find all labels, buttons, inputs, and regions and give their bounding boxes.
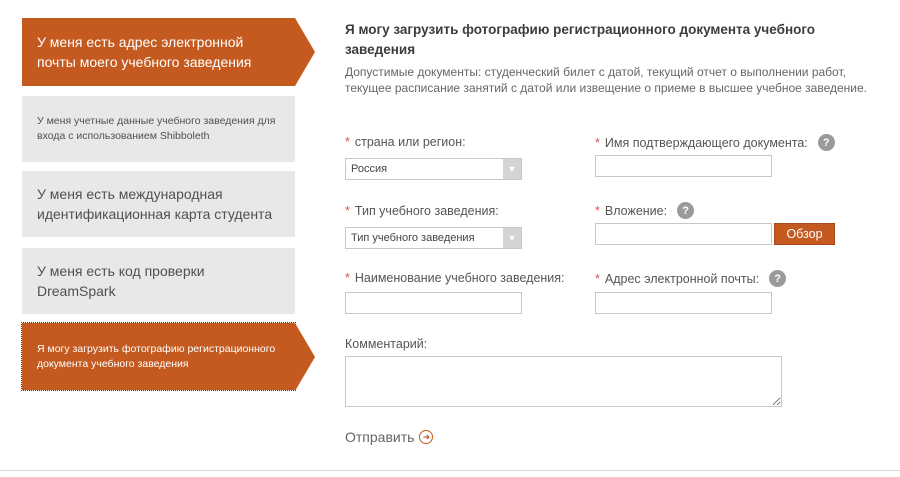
browse-button[interactable]: Обзор bbox=[774, 223, 835, 245]
country-label: * страна или регион: bbox=[345, 135, 466, 149]
country-select[interactable] bbox=[345, 158, 522, 180]
country-select-value: Россия bbox=[351, 163, 388, 175]
sidebar-tab-upload-document[interactable] bbox=[22, 323, 295, 390]
document-name-input[interactable] bbox=[595, 155, 772, 177]
submit-button[interactable] bbox=[345, 429, 433, 445]
sidebar-tab-label: У меня есть код проверки DreamSpark bbox=[37, 263, 205, 299]
sidebar-tab-label: У меня есть адрес электронной почты моего учебного заведения bbox=[37, 34, 252, 70]
footer-divider bbox=[0, 470, 900, 471]
sidebar-tab-label: У меня учетные данные учебного заведения для входа с использованием Shibboleth bbox=[37, 115, 276, 142]
chevron-down-icon: ▼ bbox=[503, 228, 521, 248]
required-mark: * bbox=[595, 203, 600, 218]
sidebar-tab-label: Я могу загрузить фотографию регистрационного документа учебного заведения bbox=[37, 342, 276, 370]
help-icon[interactable]: ? bbox=[769, 270, 786, 287]
page-title: Я могу загрузить фотографию регистрационного документа учебного заведения bbox=[345, 22, 816, 57]
comment-label: Комментарий: bbox=[345, 337, 428, 351]
arrow-right-circle-icon: ➜ bbox=[419, 430, 433, 444]
document-name-label: * Имя подтверждающего документа: ? bbox=[595, 134, 835, 151]
institution-type-label: * Тип учебного заведения: bbox=[345, 204, 499, 218]
sidebar-tab-label: У меня есть международная идентификационная карта студента bbox=[37, 186, 273, 222]
required-mark: * bbox=[595, 135, 600, 150]
required-mark: * bbox=[345, 135, 350, 149]
sidebar-tab-dreamspark-code[interactable] bbox=[22, 248, 295, 314]
help-icon[interactable]: ? bbox=[677, 202, 694, 219]
required-mark: * bbox=[345, 204, 350, 218]
help-icon[interactable]: ? bbox=[818, 134, 835, 151]
institution-type-select[interactable] bbox=[345, 227, 522, 249]
attachment-input[interactable] bbox=[595, 223, 772, 245]
required-mark: * bbox=[595, 271, 600, 286]
sidebar-tab-shibboleth[interactable] bbox=[22, 96, 295, 162]
required-mark: * bbox=[345, 271, 350, 285]
sidebar-tab-isic-card[interactable] bbox=[22, 171, 295, 237]
submit-label: Отправить bbox=[345, 429, 415, 445]
chevron-down-icon: ▼ bbox=[503, 159, 521, 179]
institution-name-input[interactable] bbox=[345, 292, 522, 314]
email-input[interactable] bbox=[595, 292, 772, 314]
page-description: Допустимые документы: студенческий билет с датой, текущий отчет о выполнении работ, текущее расписание занятий с датой или извещение о приеме в высшее учебное заведение. bbox=[345, 65, 868, 95]
comment-textarea[interactable] bbox=[345, 356, 782, 407]
sidebar-tab-school-email[interactable] bbox=[22, 18, 295, 86]
email-label: * Адрес электронной почты: ? bbox=[595, 270, 786, 287]
institution-name-label: * Наименование учебного заведения: bbox=[345, 271, 565, 285]
attachment-label: * Вложение: ? bbox=[595, 202, 694, 219]
institution-type-select-value: Тип учебного заведения bbox=[351, 232, 475, 244]
